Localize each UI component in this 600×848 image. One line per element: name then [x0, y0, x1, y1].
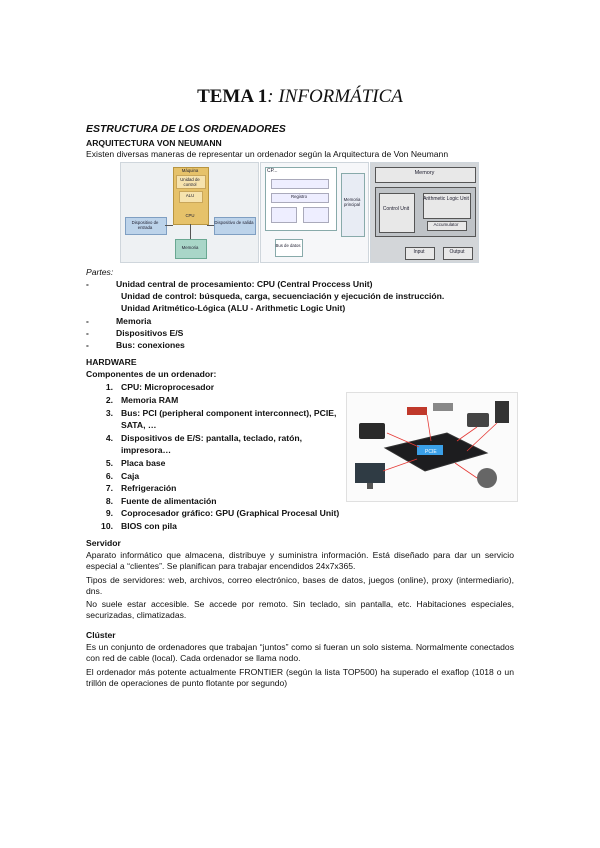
hardware-item-continuation: impresora…	[121, 445, 172, 455]
item-number: 6.	[105, 471, 113, 481]
cluster-heading: Clúster	[86, 630, 116, 640]
item-text: BIOS con pila	[121, 521, 177, 531]
monitor-shape	[355, 463, 385, 483]
item-number: 3.	[105, 408, 113, 418]
bus-block	[275, 239, 303, 257]
item-number: 7.	[105, 483, 113, 493]
dash-marker: -	[86, 340, 89, 350]
hardware-item	[99, 433, 302, 444]
hardware-components-figure	[346, 392, 518, 502]
bus-label: Bus de datos	[275, 243, 301, 248]
item-number: 10.	[101, 521, 113, 531]
hardware-subheading: Componentes de un ordenador:	[86, 369, 217, 379]
hardware-item	[99, 395, 178, 406]
title-italic: : INFORMÁTICA	[267, 86, 403, 107]
servidor-heading: Servidor	[86, 538, 121, 548]
item-text: Dispositivos de E/S: pantalla, teclado, ratón,	[121, 433, 302, 443]
intro-paragraph: Existen diversas maneras de representar un ordenador según la Arquitectura de Von Neumann	[86, 149, 449, 159]
item-number: 2.	[105, 395, 113, 405]
hardware-item	[99, 496, 217, 507]
main-memory-label: Memoria principal	[343, 197, 361, 207]
item-number: 5.	[105, 458, 113, 468]
ram-shape	[407, 407, 427, 415]
hardware-heading: HARDWARE	[86, 357, 137, 367]
item-number: 1.	[105, 382, 113, 392]
monitor-stand-shape	[367, 483, 373, 489]
servidor-paragraph-2: Tipos de servidores: web, archivos, correo electrónico, bases de datos, juegos (online), proxy (intermediario), dns.	[86, 575, 514, 596]
cluster-paragraph-2: El ordenador más potente actualmente FRONTIER (según la lista TOP500) ha superado el exaflop (1018 o un trillón de operaciones de punto flotante por segundo)	[86, 667, 514, 688]
item-number: 4.	[105, 433, 113, 443]
hardware-item-continuation: SATA, …	[121, 420, 157, 430]
item-text: CPU: Microprocesador	[121, 382, 215, 392]
connector	[165, 225, 173, 226]
register-label: Registro	[290, 194, 307, 199]
alu-label: ALU	[185, 193, 195, 198]
ssd-shape	[433, 403, 453, 411]
partes-item	[86, 328, 183, 339]
title-bold: TEMA 1	[197, 86, 268, 107]
von-neumann-diagram-2	[260, 162, 369, 263]
item-text: Fuente de alimentación	[121, 496, 217, 506]
item-text: Placa base	[121, 458, 166, 468]
memory-box-label: Memory	[414, 170, 435, 176]
von-neumann-diagram-1	[120, 162, 259, 263]
section-heading-estructura: ESTRUCTURA DE LOS ORDENADORES	[86, 123, 286, 135]
item-text: Refrigeración	[121, 483, 177, 493]
item-text: Caja	[121, 471, 140, 481]
item-number: 8.	[105, 496, 113, 506]
item-text: Bus: PCI (peripheral component interconnect), PCIE,	[121, 408, 337, 418]
output-box-label: Output	[449, 249, 465, 255]
control-unit-box-label: Control Unit	[382, 206, 410, 212]
cooler-shape	[495, 401, 509, 423]
cluster-paragraph-1: Es un conjunto de ordenadores que trabajan “juntos” como si fueran un solo sistema. Normalmente conectados con red de cable (local). Cada ordenador se llama nodo.	[86, 642, 514, 663]
output-device-label: Dispositivo de salida	[214, 220, 254, 225]
control-unit-label: Unidad de control	[180, 177, 200, 187]
control-unit-box	[379, 193, 415, 233]
unit-block	[303, 207, 329, 223]
hardware-item	[99, 483, 176, 494]
partes-item	[86, 316, 151, 327]
servidor-paragraph-1: Aparato informático que almacena, distribuye y suministra información. Está diseñado para dar un servicio especial a “clientes”. Se planifican para trabajar encendidos 24x7x365.	[86, 550, 514, 571]
connector	[207, 225, 214, 226]
partes-item	[86, 340, 185, 351]
memory-label: Memoria	[181, 245, 199, 250]
pcie-text: PCIE	[425, 449, 437, 455]
subheading-von-neumann: ARQUITECTURA VON NEUMANN	[86, 138, 222, 148]
item-number: 9.	[105, 508, 113, 518]
partes-item-text: Bus: conexiones	[116, 340, 185, 350]
partes-item	[86, 279, 372, 290]
partes-item-text: Unidad central de procesamiento: CPU (Central Proccess Unit)	[116, 279, 373, 289]
connector	[190, 224, 191, 239]
hardware-item	[99, 521, 177, 532]
item-text: Coprocesador gráfico: GPU (Graphical Procesal Unit)	[121, 508, 340, 518]
partes-label: Partes:	[86, 267, 114, 277]
dash-marker: -	[86, 316, 89, 326]
hardware-illustration	[347, 393, 517, 501]
maquina-label: Máquina	[181, 168, 199, 173]
partes-item: Unidad de control: búsqueda, carga, secuenciación y ejecución de instrucción.	[121, 291, 445, 301]
gpu-shape	[467, 413, 489, 427]
unit-block	[271, 207, 297, 223]
register-row	[271, 179, 329, 189]
hardware-item	[99, 382, 214, 393]
hardware-item	[99, 508, 339, 519]
item-text: Memoria RAM	[121, 395, 179, 405]
accumulator-box-label: Accumulator	[433, 222, 459, 227]
partes-item: Unidad Aritmético-Lógica (ALU - Arithmetic Logic Unit)	[121, 303, 346, 313]
dash-marker: -	[86, 328, 89, 338]
input-device-label: Dispositivo de entrada	[131, 220, 159, 230]
cpu-frame-label: CP...	[267, 168, 278, 174]
hardware-item	[99, 471, 139, 482]
servidor-paragraph-3: No suele estar accesible. Se accede por remoto. Sin teclado, sin pantalla, etc. Habitaciones especiales, securizadas, climatizadas.	[86, 599, 514, 620]
hardware-item	[99, 458, 165, 469]
partes-item-text: Dispositivos E/S	[116, 328, 184, 338]
von-neumann-diagram-3	[370, 162, 479, 263]
page-title	[0, 86, 600, 108]
input-box-label: Input	[413, 249, 425, 255]
cpu-label: CPU	[185, 213, 195, 218]
power-supply-shape	[359, 423, 385, 439]
dash-marker: -	[86, 279, 89, 289]
hardware-item	[99, 408, 336, 419]
alu-box-label: Arithmetic Logic Unit	[423, 196, 469, 202]
fan-shape	[477, 468, 497, 488]
partes-item-text: Memoria	[116, 316, 152, 326]
